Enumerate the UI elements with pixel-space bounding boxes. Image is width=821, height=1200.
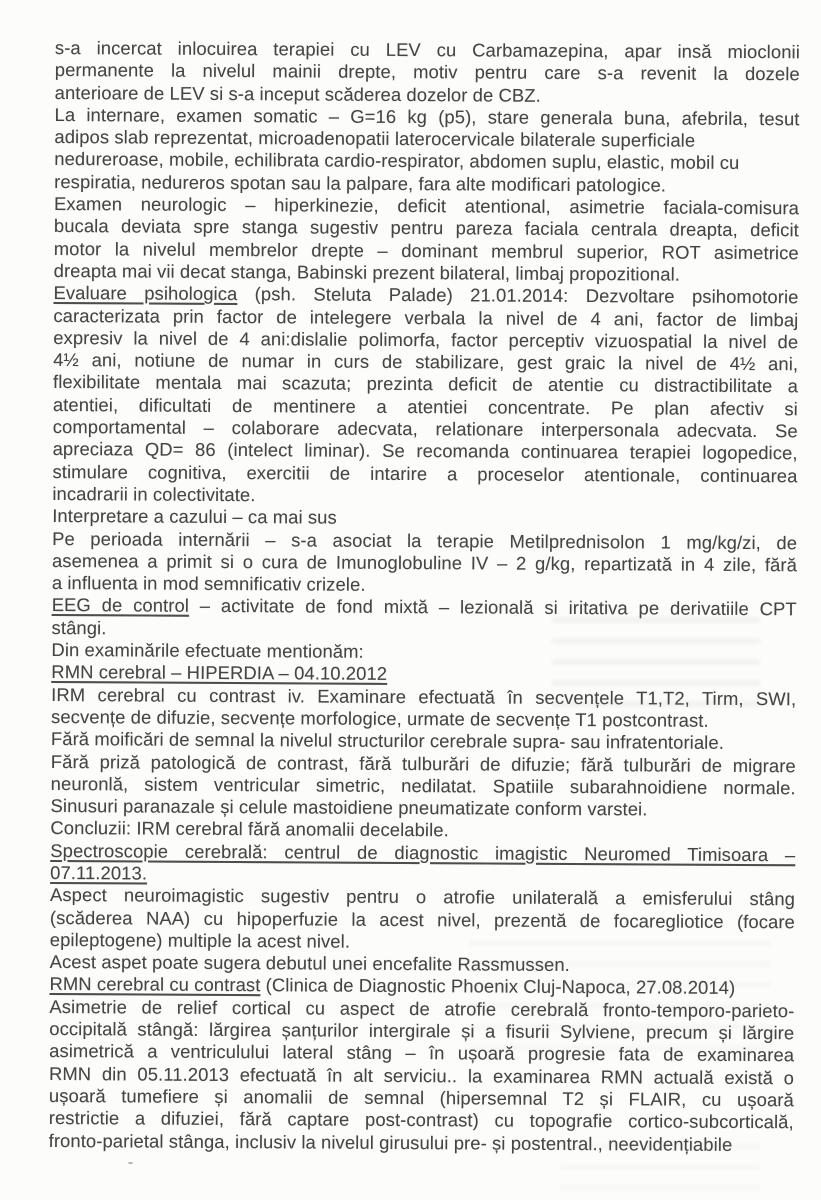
underlined-heading: EEG de control — [51, 594, 190, 617]
underlined-heading: Spectroscopie cerebrală: centrul de diagnostic imagistic Neuromed Timisoara – — [50, 839, 796, 865]
text-segment: restrictie a difuziei, fără captare post-contrast) cu topografie cortico-subcorticală, — [48, 1107, 794, 1133]
text-segment: (psh. Steluta Palade) 21.01.2014: Dezvoltare psihomotorie — [237, 283, 799, 308]
text-segment: (Clinica de Diagnostic Phoenix Cluj-Napoca, 27.08.2014) — [260, 974, 736, 999]
text-segment: caracterizata prin factor de intelegere verbala la nivel de 4 ani, factor de limbaj — [53, 304, 799, 330]
text-segment: Aspect neuroimagistic sugestiv pentru o atrofie unilaterală a emisferului stâng — [49, 884, 796, 910]
text-segment: ușoară tumefiere și anomalii de semnal (hipersemnal T2 și FLAIR, cu ușoară — [48, 1084, 794, 1111]
text-segment: asimetrică a ventriculului lateral stâng – în ușoară progresie fata de examinarea — [49, 1040, 795, 1066]
underlined-heading: Evaluare psihologica — [53, 282, 238, 305]
text-segment: Fără priză patologică de contrast, fără tulburări de difuzie; fără tulburări de migrare — [50, 750, 796, 776]
text-segment: La internare, examen somatic – G=16 kg (p5), stare generala buna, afebrila, tesut — [54, 103, 800, 130]
text-segment: RMN din 05.11.2013 efectuată în alt serviciu.. la examinarea RMN actuală există o — [48, 1062, 795, 1088]
text-segment: atentiei, dificultati de mentinere a atentiei concentrate. Pe plan afectiv si — [52, 393, 798, 420]
text-segment: dreapta mai vii decat stanga, Babinski prezent bilateral, limbaj propozitional. — [53, 259, 681, 285]
underlined-heading: RMN cerebral cu contrast — [49, 973, 261, 996]
text-segment: 4½ ani, notiune de numar in curs de stabilizare, gest graic la nivel de 4½ ani, — [53, 349, 799, 375]
text-segment: neuronlă, sistem ventricular simetric, nedilatat. Spatiile subarahnoidiene normale. — [50, 772, 796, 799]
text-segment: bucala deviata spre stanga sugestiv pentru pareza faciala centrala dreapta, deficit — [53, 215, 799, 241]
text-line — [50, 840, 795, 867]
text-line — [49, 1130, 794, 1157]
text-segment: comportamental – colaborare adecvata, relationare interpersonala adecvata. Se — [52, 416, 798, 442]
text-segment: flexibilitate mentala mai scazuta; prezinta deficit de atentie cu distractibilitate a — [52, 371, 799, 397]
text-segment: IRM cerebral cu contrast iv. Examinare efectuată în secvențele T1,T2, Tirm, SWI, — [51, 683, 797, 709]
text-segment: expresiv la nivel de 4 ani:dislalie polimorfa, factor perceptiv vizuospatial la nivel de — [53, 326, 799, 353]
underlined-heading: RMN cerebral – HIPERDIA – 04.10.2012 — [51, 661, 388, 685]
text-segment: respiratia, nedureros spotan sau la palpare, fara alte modificari patologice. — [54, 170, 667, 196]
text-segment: Asimetrie de relief cortical cu aspect de atrofie cerebrală fronto-temporo-parieto- — [49, 995, 795, 1022]
scan-speck-artifact — [128, 1162, 133, 1164]
text-segment: Acest aspet poate sugera debutul unei encefalite Rassmussen. — [49, 951, 570, 976]
document-text — [49, 37, 800, 1156]
text-segment: permanente la nivelul mainii drepte, motiv pentru care s-a revenit la dozele — [54, 59, 800, 85]
text-segment: motor la nivelul membrelor drepte – dominant membrul superior, ROT asimetrice — [53, 237, 799, 263]
text-segment: – activitate de fond mixtă – lezională si iritativa pe derivatiile CPT — [188, 595, 797, 620]
text-segment: secvențe de difuzie, secvențe morfologice, urmate de secvențe T1 postcontrast. — [51, 705, 709, 731]
text-segment: Interpretare a cazului – ca mai sus — [52, 505, 337, 528]
text-segment: a influenta in mod semnificativ crizele. — [51, 572, 366, 595]
text-segment: epileptogene) multiple la acest nivel. — [49, 928, 351, 952]
text-segment: (scăderea NAA) cu hipoperfuzie la acest nivel, prezentă de focaregliotice (focare — [49, 906, 795, 932]
text-segment: Fără moificări de semnal la nivelul structurilor cerebrale supra- sau infratentoriale. — [50, 728, 725, 754]
text-segment: anterioare de LEV si s-a inceput scăderea dozelor de CBZ. — [54, 81, 541, 106]
text-segment: Sinusuri paranazale și celule mastoidiene pneumatizate conform varstei. — [50, 795, 648, 820]
text-segment: s-a incercat inlocuirea terapiei cu LEV cu Carbamazepina, apar insă mioclonii — [54, 37, 800, 63]
text-segment: stângi. — [51, 616, 107, 639]
text-segment: adipos slab reprezentat, microadenopatii laterocervicale bilaterale superficiale — [54, 126, 696, 151]
text-segment: Din examinările efectuate mentionăm: — [51, 639, 364, 662]
text-segment: Examen neurologic – hiperkinezie, deficit atentional, asimetrie faciala-comisura — [53, 193, 800, 219]
text-segment: asemenea a primit si o cura de Imunoglobuline IV – 2 g/kg, repartizată in 4 zile, fără — [51, 549, 798, 576]
text-segment: incadrarii in colectivitate. — [52, 482, 256, 506]
text-segment: Pe perioada internării – s-a asociat la terapie Metilprednisolon 1 mg/kg/zi, de — [52, 527, 798, 553]
text-segment: stimulare cognitiva, exercitii de intarire a proceselor atentionale, continuarea — [52, 460, 798, 486]
text-segment: nedureroase, mobile, echilibrata cardio-respirator, abdomen suplu, elastic, mobil cu — [54, 148, 740, 174]
text-segment: fronto-parietal stânga, inclusiv la nivelul girusului pre- și postentral., neevidențiabile — [48, 1129, 733, 1155]
underlined-heading: 07.11.2013. — [50, 861, 148, 884]
text-line — [52, 594, 797, 621]
text-segment: apreciaza QD= 86 (intelect liminar). Se recomanda continuarea terapiei logopedice, — [52, 438, 798, 464]
text-segment: occipitală stângă: lărgirea șanțurilor intergirale și a fisurii Sylviene, precum și lărgire — [49, 1018, 795, 1044]
text-segment: Concluzii: IRM cerebral fără anomalii decelabile. — [50, 817, 449, 841]
